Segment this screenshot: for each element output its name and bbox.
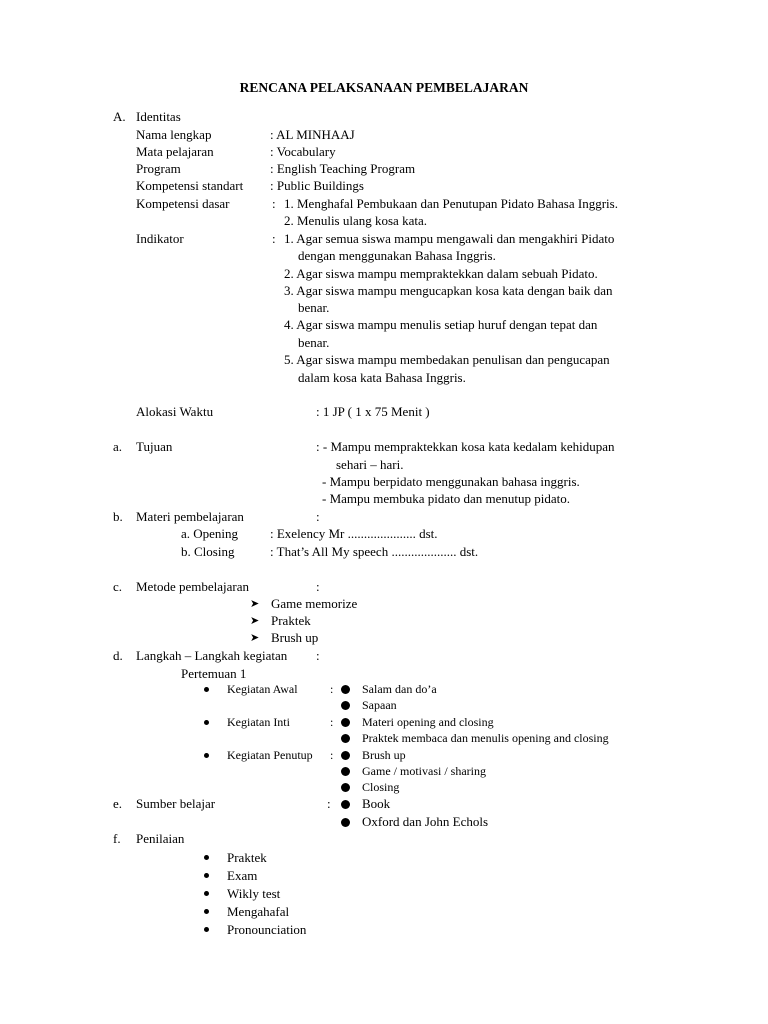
- section-marker-tujuan: a.: [113, 439, 123, 454]
- bullet-icon: [204, 927, 209, 932]
- indikator-line: benar.: [298, 335, 330, 350]
- indikator-colon: :: [272, 231, 276, 246]
- arrow-bullet-icon: ➤: [250, 598, 260, 610]
- indikator-line: benar.: [298, 300, 330, 315]
- kompetensi-standart-value: : Public Buildings: [270, 178, 364, 193]
- kegiatan-inti-label: Kegiatan Inti: [227, 715, 290, 729]
- nama-lengkap-label: Nama lengkap: [136, 127, 212, 142]
- kegiatan-item: Salam dan do’a: [362, 682, 437, 696]
- langkah-label: Langkah – Langkah kegiatan: [136, 648, 288, 663]
- indikator-line: 2. Agar siswa mampu mempraktekkan dalam sebuah Pidato.: [284, 266, 598, 281]
- indikator-line: 1. Agar semua siswa mampu mengawali dan mengakhiri Pidato: [284, 231, 615, 246]
- section-marker-a: A.: [113, 109, 126, 124]
- metode-colon: :: [316, 579, 320, 594]
- bullet-icon: [204, 855, 209, 860]
- kegiatan-penutup-label: Kegiatan Penutup: [227, 748, 313, 762]
- alokasi-label: Alokasi Waktu: [136, 404, 214, 419]
- sumber-colon: :: [327, 796, 331, 811]
- penilaian-item: Mengahafal: [227, 904, 290, 919]
- section-marker-sumber: e.: [113, 796, 123, 811]
- kegiatan-item: Closing: [362, 780, 400, 794]
- indikator-line: 4. Agar siswa mampu menulis setiap huruf dengan tepat dan: [284, 317, 598, 332]
- kegiatan-item: Brush up: [362, 748, 406, 762]
- materi-opening-value: : Exelency Mr ..................... dst.: [270, 526, 438, 541]
- kompetensi-standart-label: Kompetensi standart: [136, 178, 244, 193]
- penilaian-label: Penilaian: [136, 831, 185, 846]
- kegiatan-awal-label: Kegiatan Awal: [227, 682, 298, 696]
- materi-label: Materi pembelajaran: [136, 509, 244, 524]
- section-marker-langkah: d.: [113, 648, 123, 663]
- bullet-icon: [341, 734, 350, 743]
- kegiatan-awal-colon: :: [330, 682, 334, 696]
- kegiatan-item: Sapaan: [362, 698, 397, 712]
- bullet-icon: [341, 783, 350, 792]
- bullet-icon: [341, 685, 350, 694]
- pertemuan-label: Pertemuan 1: [181, 666, 247, 681]
- nama-lengkap-value: : AL MINHAAJ: [270, 127, 355, 142]
- metode-item: Brush up: [271, 630, 319, 645]
- kegiatan-penutup-colon: :: [330, 748, 334, 762]
- bullet-icon: [341, 800, 350, 809]
- tujuan-line: - Mampu berpidato menggunakan bahasa inggris.: [322, 474, 580, 489]
- bullet-icon: [341, 767, 350, 776]
- section-marker-metode: c.: [113, 579, 123, 594]
- mata-pelajaran-label: Mata pelajaran: [136, 144, 214, 159]
- tujuan-line: : - Mampu mempraktekkan kosa kata kedalam kehidupan: [316, 439, 615, 454]
- bullet-icon: [204, 687, 209, 692]
- indikator-line: 5. Agar siswa mampu membedakan penulisan dan pengucapan: [284, 352, 610, 367]
- metode-item: Praktek: [271, 613, 311, 628]
- bullet-icon: [341, 751, 350, 760]
- materi-closing-value: : That’s All My speech .................... dst.: [270, 544, 479, 559]
- kegiatan-item: Materi opening and closing: [362, 715, 494, 729]
- program-label: Program: [136, 161, 181, 176]
- bullet-icon: [341, 701, 350, 710]
- tujuan-line: sehari – hari.: [336, 457, 404, 472]
- penilaian-item: Praktek: [227, 850, 267, 865]
- penilaian-item: Exam: [227, 868, 258, 883]
- alokasi-value: : 1 JP ( 1 x 75 Menit ): [316, 404, 430, 419]
- section-marker-penilaian: f.: [113, 831, 121, 846]
- bullet-icon: [204, 873, 209, 878]
- sumber-item: Oxford dan John Echols: [362, 814, 489, 829]
- kompetensi-dasar-item: 2. Menulis ulang kosa kata.: [284, 213, 427, 228]
- program-value: : English Teaching Program: [270, 161, 416, 176]
- mata-pelajaran-value: : Vocabulary: [270, 144, 336, 159]
- materi-closing-label: b. Closing: [181, 544, 235, 559]
- page-title: RENCANA PELAKSANAAN PEMBELAJARAN: [239, 80, 529, 95]
- kegiatan-item: Game / motivasi / sharing: [362, 764, 486, 778]
- arrow-bullet-icon: ➤: [250, 615, 260, 627]
- kompetensi-dasar-item: 1. Menghafal Pembukaan dan Penutupan Pidato Bahasa Inggris.: [284, 196, 618, 211]
- indikator-label: Indikator: [136, 231, 184, 246]
- arrow-bullet-icon: ➤: [250, 632, 260, 644]
- langkah-colon: :: [316, 648, 320, 663]
- bullet-icon: [204, 891, 209, 896]
- bullet-icon: [204, 909, 209, 914]
- bullet-icon: [204, 720, 209, 725]
- tujuan-line: - Mampu membuka pidato dan menutup pidato.: [322, 491, 571, 506]
- kegiatan-inti-colon: :: [330, 715, 334, 729]
- kompetensi-dasar-colon: :: [272, 196, 276, 211]
- bullet-icon: [341, 818, 350, 827]
- kompetensi-dasar-label: Kompetensi dasar: [136, 196, 230, 211]
- bullet-icon: [341, 718, 350, 727]
- indikator-line: dalam kosa kata Bahasa Inggris.: [298, 370, 466, 385]
- materi-opening-label: a. Opening: [181, 526, 239, 541]
- bullet-icon: [204, 753, 209, 758]
- kegiatan-item: Praktek membaca dan menulis opening and closing: [362, 731, 609, 745]
- tujuan-label: Tujuan: [136, 439, 173, 454]
- metode-item: Game memorize: [271, 596, 358, 611]
- penilaian-item: Wikly test: [227, 886, 281, 901]
- sumber-label: Sumber belajar: [136, 796, 216, 811]
- metode-label: Metode pembelajaran: [136, 579, 249, 594]
- identitas-heading: Identitas: [136, 109, 181, 124]
- indikator-line: 3. Agar siswa mampu mengucapkan kosa kata dengan baik dan: [284, 283, 613, 298]
- section-marker-materi: b.: [113, 509, 123, 524]
- indikator-line: dengan menggunakan Bahasa Inggris.: [298, 248, 496, 263]
- sumber-item: Book: [362, 796, 391, 811]
- penilaian-item: Pronounciation: [227, 922, 307, 937]
- materi-colon: :: [316, 509, 320, 524]
